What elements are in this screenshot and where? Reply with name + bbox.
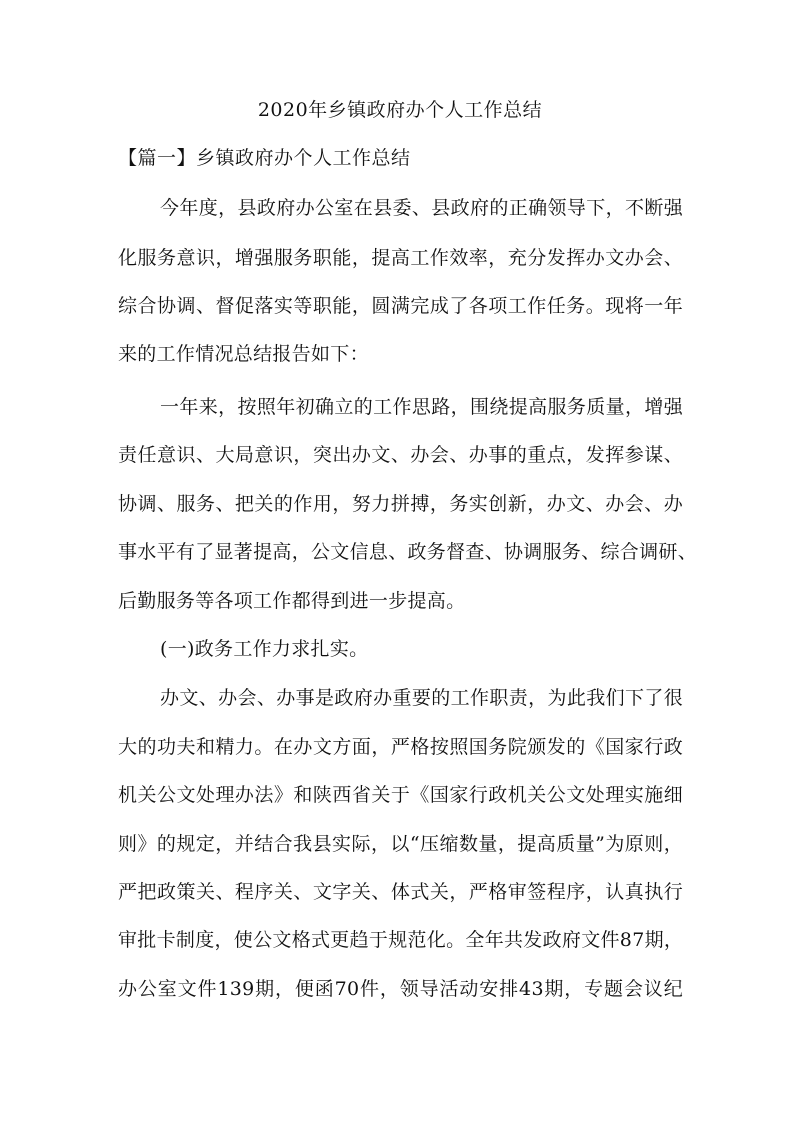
paragraph-line: 办公室文件139期，便函70件，领导活动安排43期，专题会议纪 — [118, 978, 683, 1000]
paragraph-line: 则》的规定，并结合我县实际，以“压缩数量，提高质量”为原则， — [118, 833, 683, 855]
paragraph-line: 机关公文处理办法》和陕西省关于《国家行政机关公文处理实施细 — [118, 784, 683, 806]
paragraph-line: 审批卡制度，使公文格式更趋于规范化。全年共发政府文件87期， — [118, 929, 684, 951]
paragraph-line: 来的工作情况总结报告如下： — [118, 343, 369, 365]
paragraph-line: 协调、服务、把关的作用，努力拼搏，务实创新，办文、办会、办 — [118, 493, 683, 515]
paragraph-line: 综合协调、督促落实等职能，圆满完成了各项工作任务。现将一年 — [118, 295, 683, 317]
subsection-heading: (一)政务工作力求扎实。 — [160, 638, 369, 660]
section-heading: 【篇一】乡镇政府办个人工作总结 — [118, 147, 411, 169]
paragraph-line: 一年来，按照年初确立的工作思路，围绕提高服务质量，增强 — [160, 396, 683, 418]
paragraph-line: 后勤服务等各项工作都得到进一步提高。 — [118, 590, 466, 612]
paragraph-line: 化服务意识，增强服务职能，提高工作效率，充分发挥办文办会、 — [118, 247, 683, 269]
document-title: 2020年乡镇政府办个人工作总结 — [257, 99, 543, 121]
paragraph-line: 今年度，县政府办公室在县委、县政府的正确领导下，不断强 — [160, 197, 683, 219]
paragraph-line: 办文、办会、办事是政府办重要的工作职责，为此我们下了很 — [160, 687, 683, 709]
paragraph-line: 大的功夫和精力。在办文方面，严格按照国务院颁发的《国家行政 — [118, 736, 683, 758]
paragraph-line: 责任意识、大局意识，突出办文、办会、办事的重点，发挥参谋、 — [118, 444, 683, 466]
paragraph-line: 严把政策关、程序关、文字关、体式关，严格审签程序，认真执行 — [118, 881, 683, 903]
paragraph-line: 事水平有了显著提高，公文信息、政务督查、协调服务、综合调研、 — [118, 541, 698, 563]
